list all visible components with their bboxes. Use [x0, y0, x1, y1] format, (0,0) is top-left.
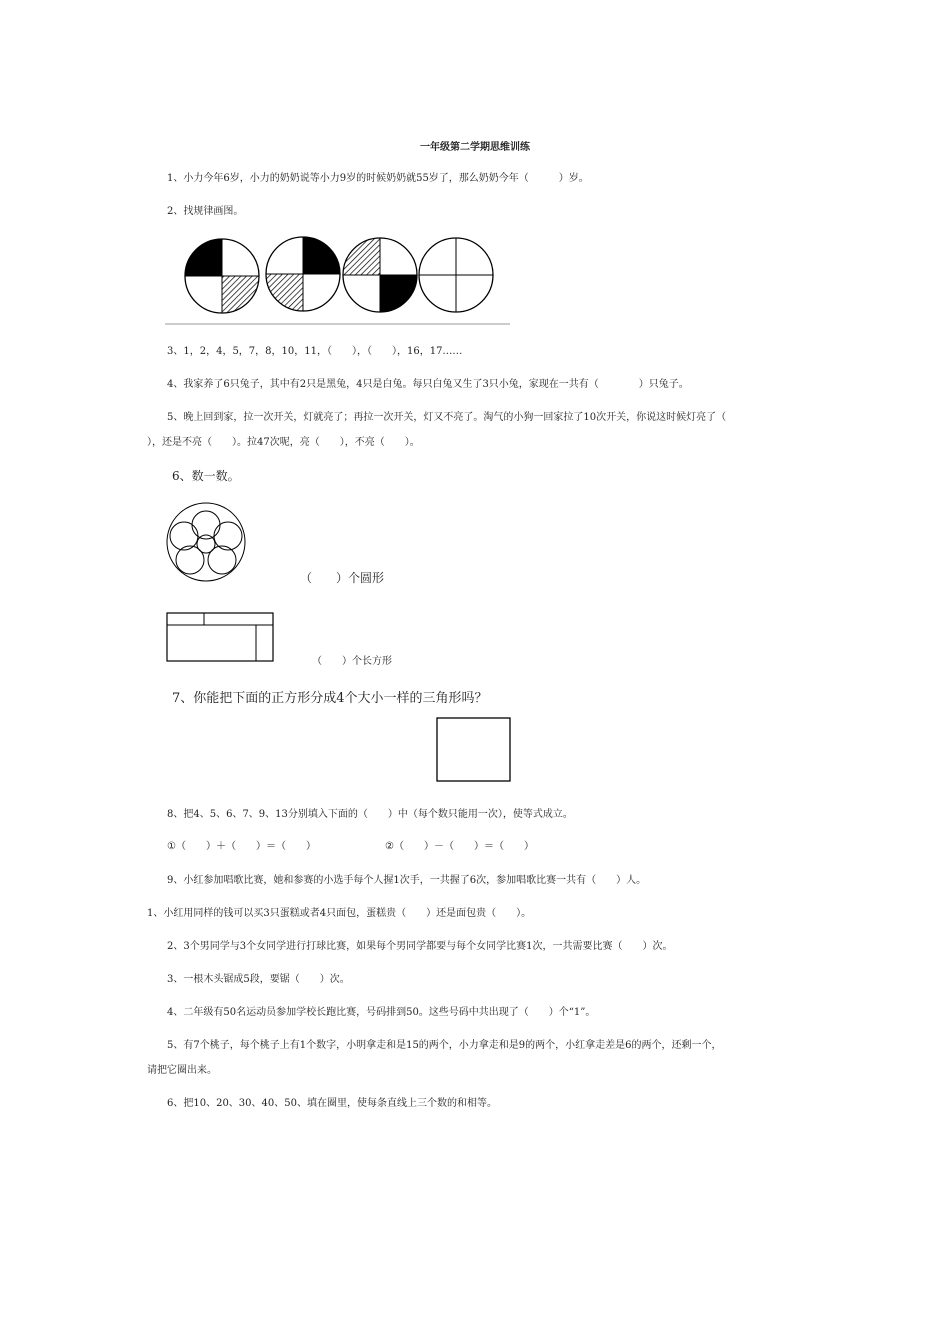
pattern-circle-2 [266, 237, 340, 311]
question-7: 7、你能把下面的正方形分成4个大小一样的三角形吗？ [172, 691, 488, 706]
pattern-circle-3 [343, 238, 417, 312]
question-6: 6、数一数。 [172, 469, 240, 483]
problem-4: 4、二年级有50名运动员参加学校长跑比赛，号码排到50。这些号码中共出现了（ ）个“1”。 [167, 1007, 596, 1018]
question-8-equation-2: ②（ ）－（ ）＝（ ） [385, 841, 534, 852]
pattern-circles-figure [160, 232, 520, 332]
pattern-circle-1 [185, 239, 259, 313]
problem-2: 2、3个男同学与3个女同学进行打球比赛，如果每个男同学都要与每个女同学比赛1次，一共需要比赛（ ）次。 [167, 941, 673, 952]
problem-6: 6、把10、20、30、40、50、填在圈里，使每条直线上三个数的和相等。 [167, 1098, 497, 1109]
question-5-line-1: 5、晚上回到家，拉一次开关，灯就亮了；再拉一次开关，灯又不亮了。淘气的小狗一回家拉了10次开关，你说这时候灯亮了（ [167, 412, 727, 423]
problem-5-line-2: 请把它圈出来。 [147, 1065, 217, 1076]
square-figure [435, 716, 515, 786]
pattern-circle-4-blank [419, 238, 493, 312]
question-5-line-2: ），还是不亮（ ）。拉47次呢，亮（ ），不亮（ ）。 [147, 437, 420, 448]
question-3: 3、1，2，4，5，7，8，10，11，（ ），（ ），16，17…… [167, 346, 463, 357]
problem-3: 3、一根木头锯成5段，要锯（ ）次。 [167, 974, 350, 985]
page-title: 一年级第二学期思维训练 [420, 142, 530, 153]
problem-1: 1、小红用同样的钱可以买3只蛋糕或者4只面包，蛋糕贵（ ）还是面包贵（ ）。 [147, 908, 532, 919]
overlapping-circles-figure [162, 500, 252, 590]
rectangles-count-answer: （ ）个长方形 [312, 656, 392, 667]
question-9: 9、小红参加唱歌比赛，她和参赛的小选手每个人握1次手，一共握了6次，参加唱歌比赛一共有（ ）人。 [167, 875, 647, 886]
rectangles-figure [162, 610, 277, 665]
circles-count-answer: （ ）个圆形 [300, 571, 385, 585]
question-1: 1、小力今年6岁，小力的奶奶说等小力9岁的时候奶奶就55岁了，那么奶奶今年（ ）岁。 [167, 173, 589, 184]
problem-5-line-1: 5、有7个桃子，每个桃子上有1个数字，小明拿走和是15的两个，小力拿走和是9的两个，小红拿走差是6的两个，还剩一个， [167, 1040, 722, 1051]
question-2: 2、找规律画图。 [167, 206, 244, 217]
question-8-equation-1: ①（ ）＋（ ）＝（ ） [167, 841, 316, 852]
question-8: 8、把4、5、6、7、9、13分别填入下面的（ ）中（每个数只能用一次），使等式成立。 [167, 809, 573, 820]
question-4: 4、我家养了6只兔子，其中有2只是黑兔，4只是白兔。每只白兔又生了3只小兔，家现在一共有（ ）只兔子。 [167, 379, 689, 390]
